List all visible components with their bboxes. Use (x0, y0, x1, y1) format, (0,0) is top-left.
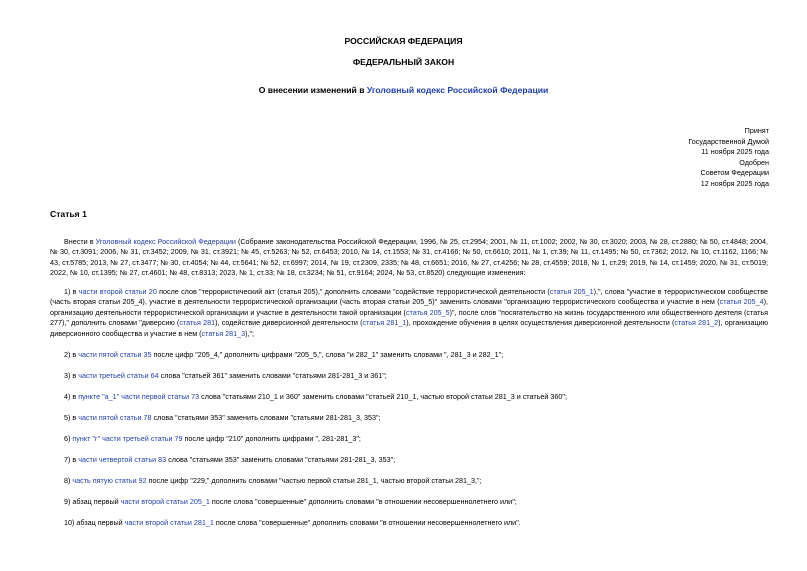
paragraph-text: 2) в (64, 350, 79, 359)
paragraph-text: 1) в (64, 287, 79, 296)
paragraph-text: 6) (64, 434, 73, 443)
paragraph-text: 8) (64, 476, 73, 485)
article-title: Статья 1 (50, 209, 87, 219)
amendment-item-8 (50, 476, 768, 486)
paragraph-text: ), прохождение обучения в целях осуществления диверсионной деятельности ( (406, 318, 675, 328)
approval-line: Советом Федерации (700, 168, 769, 178)
amendment-item-9 (50, 497, 768, 507)
adoption-line: Государственной Думой (688, 136, 769, 146)
paragraph-text: )", после слов "посягательство на жизнь государственного или общественного деятеля (статья 277)," дополнить словами "диверсию ( (50, 307, 768, 328)
paragraph-text: 3) в (64, 371, 79, 380)
article-link[interactable]: статья 281_1 (362, 318, 407, 328)
amendment-item-3 (50, 371, 768, 381)
intro-paragraph (50, 237, 768, 279)
paragraph-text: ),"; (245, 328, 255, 338)
paragraph-text: после цифр "205_4," дополнить цифрами "205_5,", слова "и 282_1" заменить словами ", 281_3 и 282_1"; (151, 350, 504, 359)
amendment-item-10 (50, 518, 768, 528)
paragraph-text: слова "статьей 361" заменить словами "статьями 281-281_3 и 361"; (158, 371, 387, 380)
article-link[interactable]: части пятой статьи 78 (78, 413, 152, 422)
paragraph-text: Внести в (64, 237, 96, 246)
law-subject-prefix: О внесении изменений в (258, 85, 367, 95)
paragraph-text: 9) абзац первый (64, 497, 121, 506)
paragraph-text: слова "статьями 210_1 и 360" заменить словами "статьей 210_1, частью второй статьи 281_3 и статьей 360"; (199, 392, 567, 401)
adoption-line: Принят (744, 126, 769, 135)
paragraph-text: 5) в (64, 413, 79, 422)
amendment-item-7 (50, 455, 768, 465)
article-link[interactable]: пункт "г" части третьей статьи 79 (72, 434, 183, 443)
article-link[interactable]: части второй статьи 281_1 (124, 518, 214, 527)
paragraph-text: после цифр "229," дополнить словами "частью первой статьи 281_1, частью второй статьи 281_3,"; (146, 476, 482, 485)
article-link[interactable]: статья 205_5 (405, 307, 450, 317)
paragraph-text: ),", слова "участие в террористическом сообществе (часть вторая статьи 205_4), участие в деятельности террористической организации (часть вторая статьи 205_5)" заменить словами "организацию террористического сообщества и участие в нем ( (50, 287, 769, 307)
article-link[interactable]: статья 205_1 (549, 287, 594, 296)
paragraph-text: 7) в (64, 455, 79, 464)
amendment-item-1 (50, 287, 768, 339)
paragraph-text: после слов "террористический акт (статья 205)," дополнить словами "содействие террористической деятельности ( (156, 287, 550, 296)
paragraph-text: после слова "совершенные" дополнить словами "в отношении несовершеннолетнего или". (213, 518, 521, 527)
paragraph-text: ), организацию деятельности террористической организации и участие в деятельности такой организации ( (50, 297, 768, 317)
article-link[interactable]: части четвертой статьи 83 (78, 455, 167, 464)
paragraph-text: 4) в (64, 392, 79, 401)
law-type-heading: ФЕДЕРАЛЬНЫЙ ЗАКОН (352, 57, 455, 67)
article-link[interactable]: части пятой статьи 35 (78, 350, 152, 359)
amendment-item-2 (50, 350, 768, 360)
paragraph-text: слова "статьями 353" заменить словами "статьями 281-281_3, 353"; (151, 413, 381, 422)
amendment-item-4 (50, 392, 768, 402)
paragraph-text: (Собрание законодательства Российской Федерации, 1996, № 25, ст.2954; 2001, № 11, ст.1002; 2002, № 30, ст.3020; 2003, № 28, ст.2880; № 50, ст.4848; 2004, № 30, ст.3091; 2006, № 31, ст.3452; 2009, № 31, ст.3921; № 45, ст.5263; № 52, ст.6453; 2010, № 14, ст.1553; № 31, ст.4166; № 50, ст.6610; 2011, № 1, ст.39; № 11, ст.1495; № 50, ст.7362; 2012, № 10, ст.1162, 1166; № 43, ст.5785; 2013, № 27, ст.3477; № 30, ст.4054; № 44, ст.5641; № 52, ст.6997; 2014, № 19, ст.2309, 2335; № 48, ст.6651; 2016, № 27, ст.4256; № 28, ст.4559; 2018, № 1, ст.29; 2019, № 14, ст.1459; 2020, № 31, ст.5019; 2022, № 10, ст.1395; № 27, ст.4601; № 48, ст.8313; 2023, № 1, ст.33; № 18, ст.3234; № 51, ст.9164; 2024, № 53, ст.8520) следующие изменения: (50, 237, 769, 278)
article-link[interactable]: части второй статьи 205_1 (120, 497, 210, 506)
paragraph-text: 10) абзац первый (64, 518, 125, 527)
article-link[interactable]: статья 205_4 (719, 297, 764, 307)
paragraph-text: ), организацию диверсионного сообщества и участие в нем ( (50, 318, 768, 338)
country-heading: РОССИЙСКАЯ ФЕДЕРАЦИЯ (344, 36, 463, 46)
law-subject-heading (0, 84, 807, 96)
article-link[interactable]: часть пятую статьи 92 (72, 476, 147, 485)
amendment-item-5 (50, 413, 768, 423)
article-link[interactable]: пункте "а_1" части первой статьи 73 (78, 392, 200, 401)
article-link[interactable]: статья 281_2 (674, 318, 719, 328)
paragraph-text: слова "статьями 353" заменить словами "статьями 281-281_3, 353"; (166, 455, 396, 464)
article-link[interactable]: статья 281 (179, 318, 216, 328)
paragraph-text: после слова "совершенные" дополнить словами "в отношении несовершеннолетнего или"; (209, 497, 517, 506)
article-link[interactable]: части третьей статьи 64 (78, 371, 159, 380)
criminal-code-link[interactable]: Уголовный кодекс Российской Федерации (366, 85, 549, 95)
adoption-block (609, 126, 769, 190)
approval-line: Одобрен (739, 157, 769, 167)
article-link[interactable]: части второй статьи 20 (78, 287, 157, 296)
paragraph-text: ), содействие диверсионной деятельности ( (215, 318, 363, 328)
article-link[interactable]: статья 281_3 (201, 328, 246, 338)
paragraph-text: после цифр "210" дополнить цифрами ", 281-281_3"; (182, 434, 361, 443)
adoption-date: 11 ноября 2025 года (701, 147, 769, 157)
approval-date: 12 ноября 2025 года (700, 178, 769, 188)
amendment-item-6 (50, 434, 768, 444)
criminal-code-link[interactable]: Уголовный кодекс Российской Федерации (95, 237, 236, 246)
